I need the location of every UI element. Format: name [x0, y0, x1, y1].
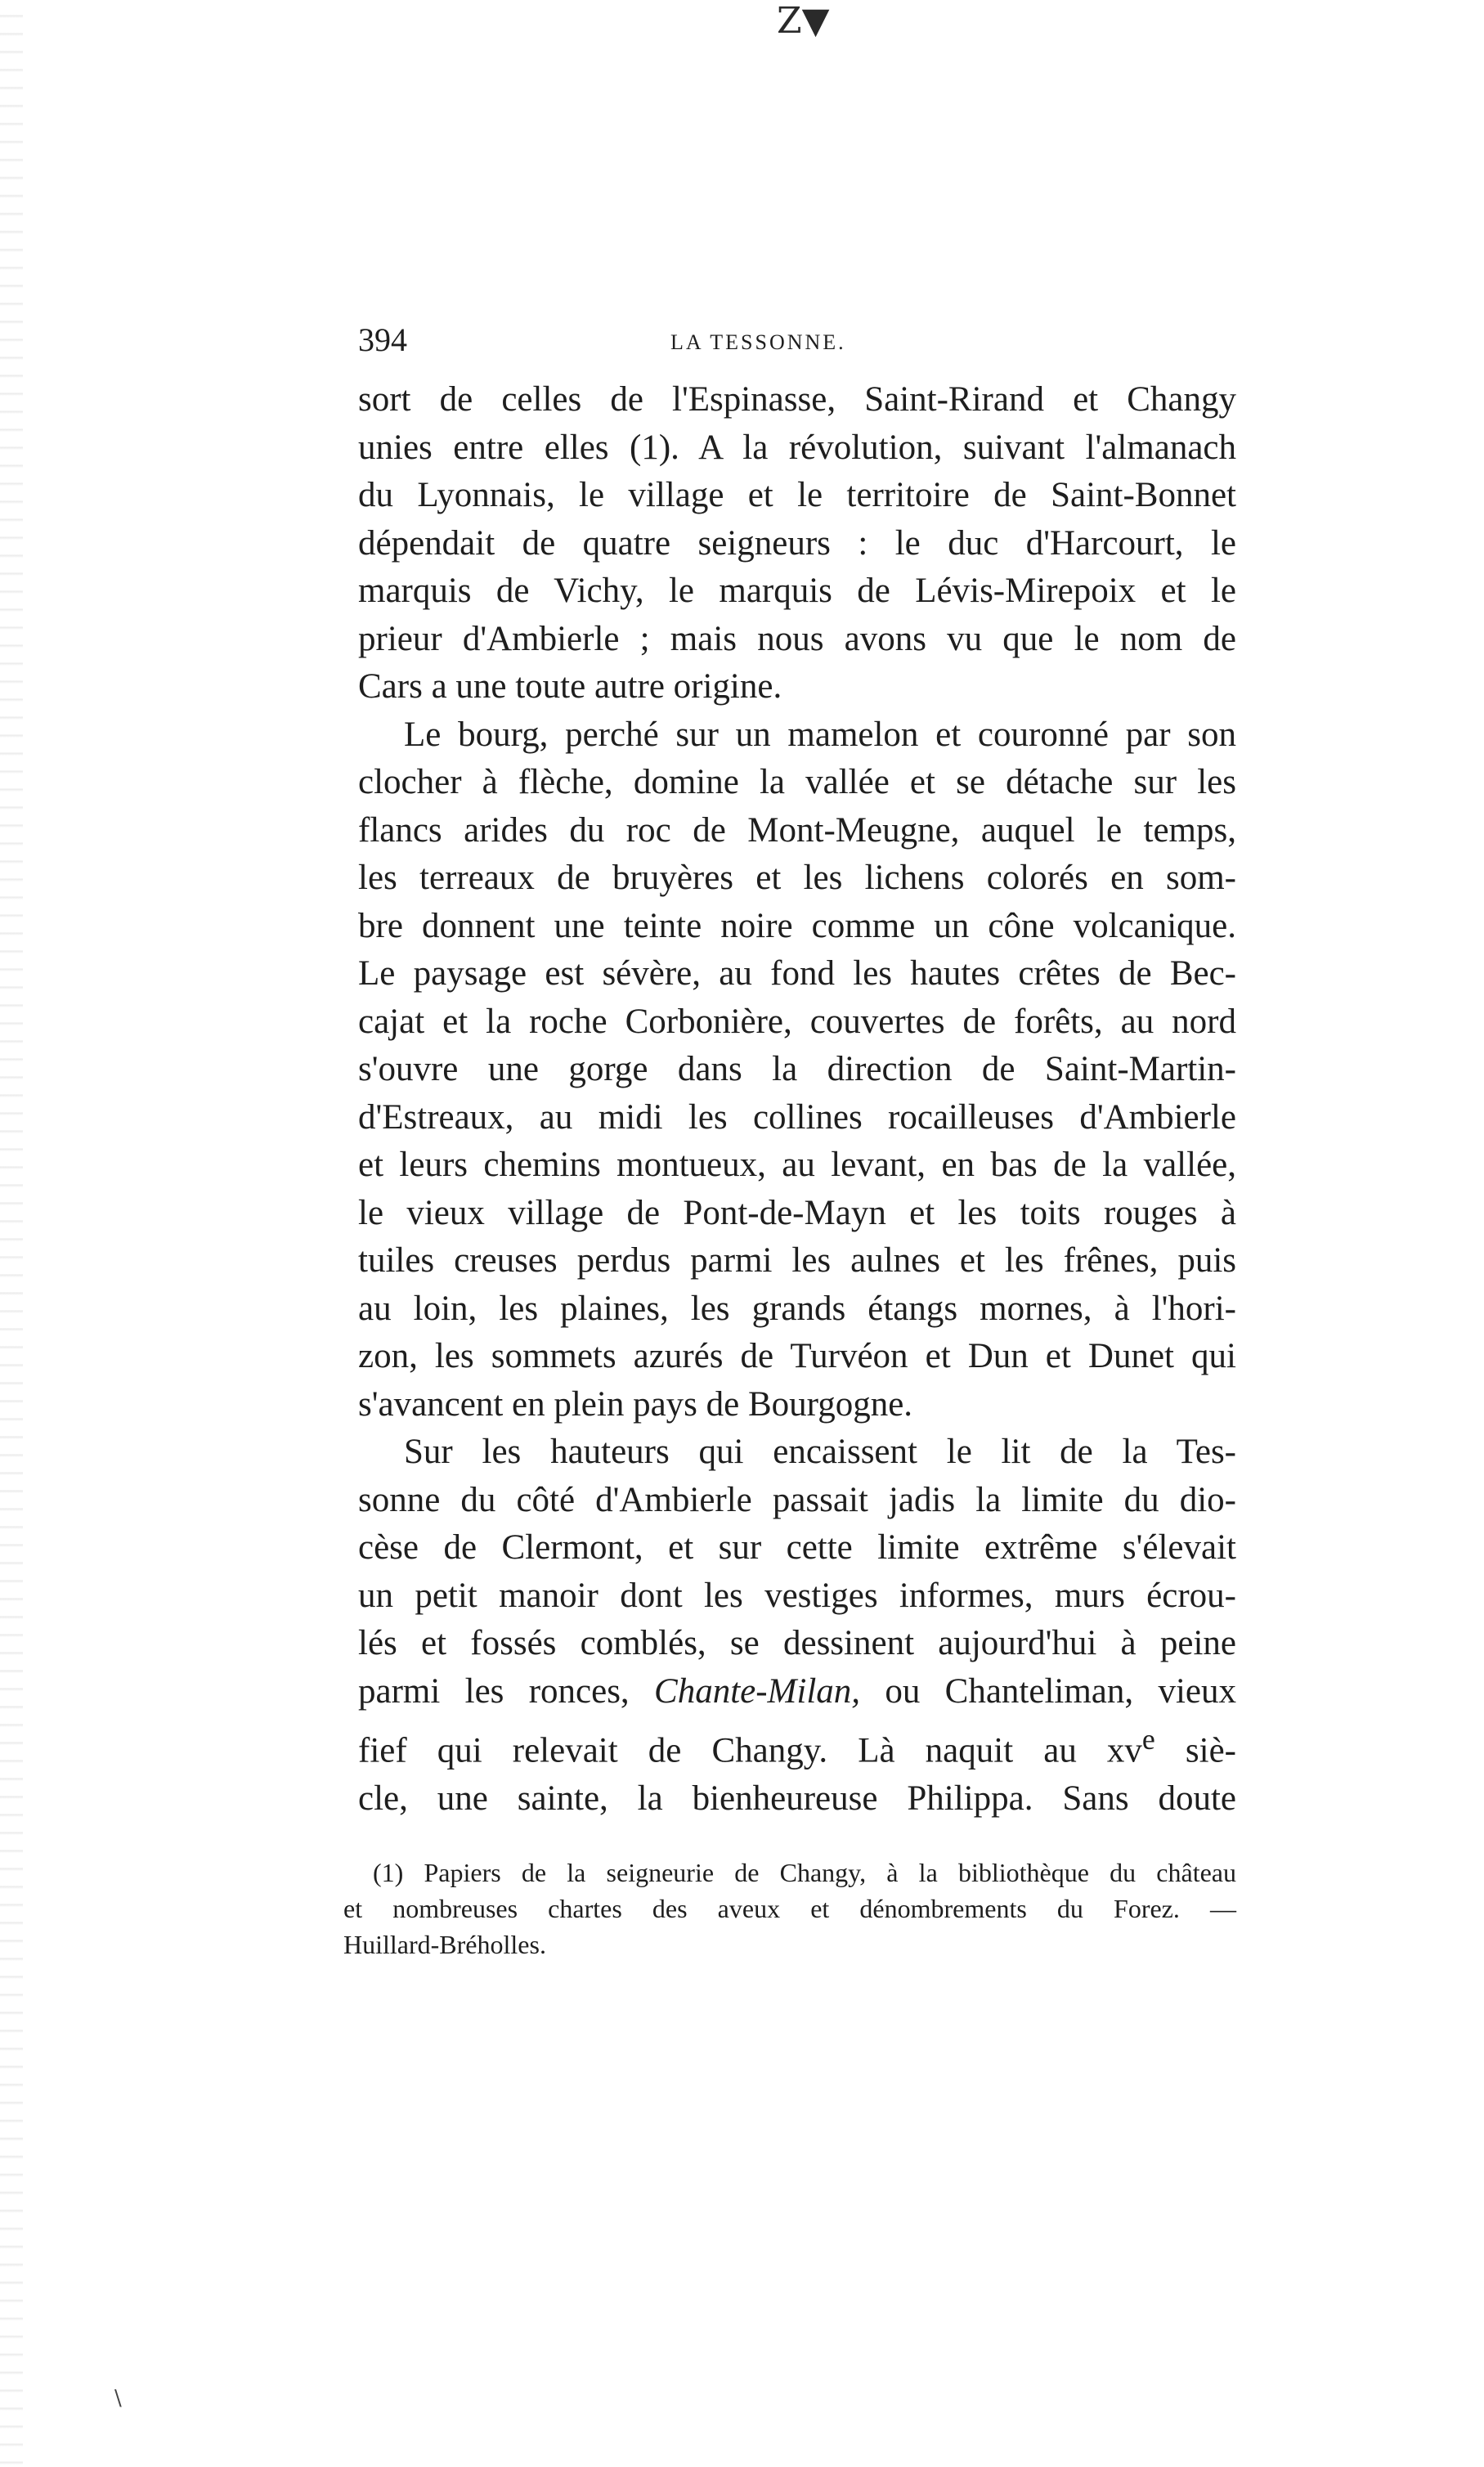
text-line: cle, une sainte, la bienheureuse Philippa. Sans doute	[358, 1778, 1236, 1818]
running-head: LA TESSONNE.	[670, 330, 846, 354]
text-line: s'avancent en plein pays de Bourgogne.	[358, 1384, 913, 1424]
footnote-line: Huillard-Bréholles.	[343, 1930, 546, 1959]
text-line: sort de celles de l'Espinasse, Saint-Rirand et Changy	[358, 380, 1236, 419]
text-line: Sur les hauteurs qui encaissent le lit de la Tes-	[404, 1433, 1236, 1471]
text-line: sonne du côté d'Ambierle passait jadis la limite du dio-	[358, 1480, 1236, 1519]
text-line: cèse de Clermont, et sur cette limite extrême s'élevait	[358, 1528, 1236, 1567]
text-line: du Lyonnais, le village et le territoire de Saint-Bonnet	[358, 476, 1236, 514]
text-line: Le paysage est sévère, au fond les hautes crêtes de Bec-	[358, 954, 1236, 993]
text-line: bre donnent une teinte noire comme un cône volcanique.	[358, 906, 1236, 945]
page-number: 394	[358, 321, 407, 358]
text-line: marquis de Vichy, le marquis de Lévis-Mirepoix et le	[358, 572, 1236, 610]
text-segment: ou Chanteliman, vieux	[860, 1671, 1236, 1711]
paragraph-2	[358, 711, 1236, 1429]
text-segment: siè-	[1154, 1731, 1236, 1770]
text-line: les terreaux de bruyères et les lichens colorés en som-	[358, 859, 1236, 897]
text-line: s'ouvre une gorge dans la direction de Saint-Martin-	[358, 1050, 1236, 1088]
text-line: d'Estreaux, au midi les collines rocailleuses d'Ambierle	[358, 1097, 1236, 1137]
text-line: unies entre elles (1). A la révolution, suivant l'almanach	[358, 428, 1236, 467]
text-line: le vieux village de Pont-de-Mayn et les toits rouges à	[358, 1193, 1236, 1232]
text-line-with-italic	[358, 1668, 1236, 1716]
text-line: un petit manoir dont les vestiges informes, murs écrou-	[358, 1576, 1236, 1615]
paragraph-3	[358, 1429, 1236, 1823]
text-line: dépendait de quatre seigneurs : le duc d'Harcourt, le	[358, 523, 1236, 563]
text-line: Cars a une toute autre origine.	[358, 667, 782, 706]
century-superscript: e	[1141, 1723, 1155, 1756]
italic-place-name: Chante-Milan,	[654, 1671, 861, 1711]
text-line: clocher à flèche, domine la vallée et se détache sur les	[358, 763, 1236, 801]
text-line: cajat et la roche Corbonière, couvertes de forêts, au nord	[358, 1002, 1236, 1041]
bottom-ink-mark: \	[114, 2386, 122, 2411]
text-line-with-superscript	[358, 1716, 1236, 1775]
paragraph-1	[358, 376, 1236, 711]
page-edge-scan-artifact	[0, 0, 23, 2467]
text-line: Le bourg, perché sur un mamelon et couronné par son	[404, 715, 1236, 754]
text-line: au loin, les plaines, les grands étangs mornes, à l'hori-	[358, 1289, 1236, 1328]
page-header	[358, 321, 1235, 370]
text-line: tuiles creuses perdus parmi les aulnes et les frênes, puis	[358, 1241, 1236, 1280]
text-segment: fief qui relevait de Changy. Là naquit au xv	[358, 1731, 1142, 1770]
top-ink-mark: Z▼	[777, 0, 830, 42]
text-line: flancs arides du roc de Mont-Meugne, auquel le temps,	[358, 810, 1236, 850]
text-line: lés et fossés comblés, se dessinent aujourd'hui à peine	[358, 1624, 1236, 1662]
text-line: zon, les sommets azurés de Turvéon et Dun et Dunet qui	[358, 1337, 1236, 1375]
body-text	[358, 376, 1236, 1823]
footnote	[343, 1855, 1236, 1962]
text-line: prieur d'Ambierle ; mais nous avons vu que le nom de	[358, 619, 1236, 658]
text-segment: parmi les ronces,	[358, 1671, 655, 1711]
text-line: et leurs chemins montueux, au levant, en bas de la vallée,	[358, 1146, 1236, 1184]
footnote-line: et nombreuses chartes des aveux et dénombrements du Forez. —	[343, 1894, 1236, 1923]
footnote-line: (1) Papiers de la seigneurie de Changy, à la bibliothèque du château	[373, 1858, 1236, 1887]
